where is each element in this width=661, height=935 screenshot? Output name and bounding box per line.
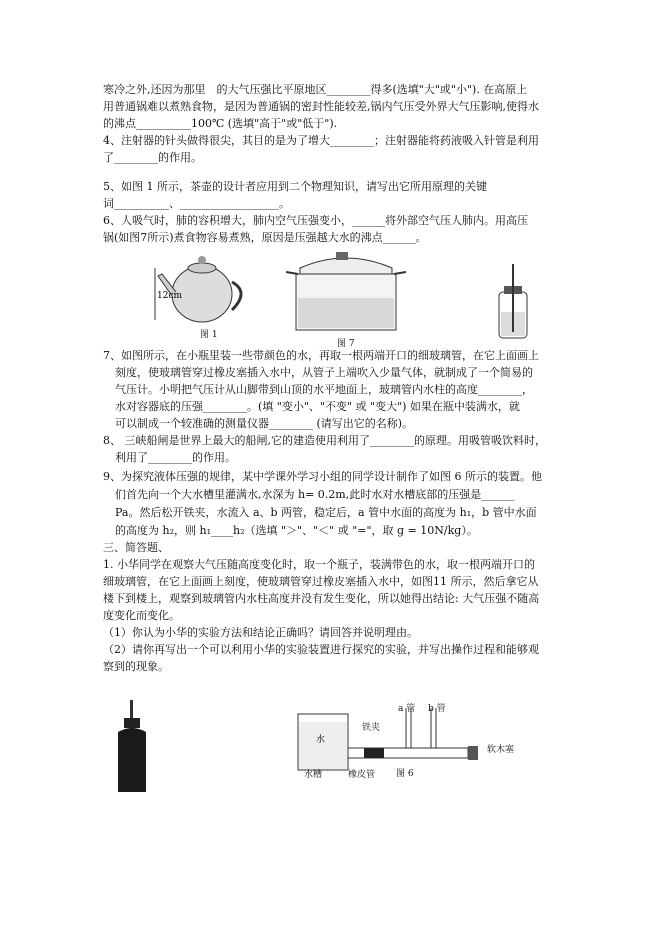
text-line: 了________的作用。: [103, 151, 202, 164]
text-line: 楼下到楼上，观察到玻璃管内水柱高度并没有发生变化，所以她得出结论: 大气压强不随高: [103, 592, 540, 605]
label-clamp: 铁夹: [362, 723, 381, 733]
teapot-figure: [150, 248, 255, 338]
water-label: 水: [316, 735, 326, 745]
fig1-caption: 图 1: [200, 330, 218, 340]
text-line: 1. 小华同学在观察大气压随高度变化时，取一个瓶子，装满带色的水，取一根两端开口的: [103, 558, 535, 571]
text-line: 可以制成一个较准确的测量仪器________ (请写出它的名称)。: [115, 417, 414, 430]
height-label: 12cm: [157, 291, 183, 301]
text-line: 词__________、__________________。: [103, 197, 290, 210]
text-line: （2）请你再写出一个可以利用小华的实验装置进行探究的实验，并写出操作过程和能够观: [103, 643, 539, 656]
text-line: 9、为探究液体压强的规律，某中学课外学习小组的同学设计制作了如图 6 所示的装置。他: [103, 470, 542, 483]
text-line: 察到的现象。: [103, 660, 169, 673]
label-tank: 水槽: [304, 770, 323, 780]
fig6-caption: 图 6: [396, 769, 414, 779]
text-line: 的高度为 h₂，则 h₁____h₂（选填 "＞"、"＜" 或 "="，取 g = 10N/kg）。: [115, 524, 478, 537]
label-rubber: 橡皮管: [348, 770, 376, 780]
text-line: 用普通锅难以煮熟食物，是因为普通锅的密封性能较差,锅内气压受外界大气压影响,使得水: [103, 100, 539, 113]
text-line: 刻度，使玻璃管穿过橡皮塞插入水中，从管子上端吹入少量气体，就制成了一个简易的: [115, 366, 533, 379]
barometer-bottle-figure: [493, 262, 533, 342]
text-line: 气压计。小明把气压计从山脚带到山顶的水平地面上，玻璃管内水柱的高度________，: [115, 383, 533, 396]
text-line: 4、注射器的针头做得很尖，其目的是为了增大________；注射器能将药液吸入针管是利用: [103, 134, 539, 147]
text-line: Pa。然后松开铁夹，水流入 a、b 两管，稳定后，a 管中水面的高度为 h₁，b 管中水面: [115, 506, 537, 519]
text-line: 度变化而变化。: [103, 609, 180, 622]
text-line: 锅(如图7所示)煮食物容易煮熟，原因是压强越大水的沸点______。: [103, 231, 427, 244]
label-b: b 管: [428, 704, 446, 714]
section-heading: 三、简答题、: [103, 541, 169, 554]
text-line: 7、如图所示，在小瓶里装一些带颜色的水，再取一根两端开口的细玻璃管，在它上面画上: [103, 349, 539, 362]
text-line: 细玻璃管，在它上面画上刻度，使玻璃管穿过橡皮塞插入水中，如图11 所示，然后拿它从: [103, 575, 539, 588]
label-cork: 软木塞: [487, 745, 515, 755]
text-line: （1）你认为小华的实验方法和结论正确吗？请回答并说明理由。: [103, 626, 418, 639]
fig7-caption: 图 7: [337, 339, 355, 349]
text-line: 6、人吸气时，肺的容积增大，肺内空气压强变小，______将外部空气压人肺内。用高压: [103, 214, 528, 227]
dark-bottle-figure: [110, 700, 155, 795]
text-line: 寒冷之外,还因为那里 的大气压强比平原地区________得多(选填"大"或"小"). 在高原上: [103, 83, 528, 96]
label-a: a 管: [398, 704, 416, 714]
pressure-cooker-figure: [286, 248, 406, 333]
text-line: 8、 三峡船闸是世界上最大的船闸,它的建造使用利用了________的原理。用吸管吸饮料时，: [103, 434, 546, 447]
text-line: 们首先向一个大水槽里灌满水,水深为 h= 0.2m,此时水对水槽底部的压强是______: [115, 488, 515, 501]
liquid-pressure-apparatus: [296, 708, 486, 776]
text-line: 的沸点__________100℃ (选填"高于"或"低于").: [103, 117, 338, 130]
text-line: 水对容器底的压强________。(填 "变小"、"不变" 或 "变大") 如果在瓶中装满水，就: [115, 400, 520, 413]
text-line: 5、如图 1 所示，茶壶的设计者应用到二个物理知识，请写出它所用原理的关键: [103, 180, 487, 193]
text-line: 利用了________的作用。: [115, 451, 236, 464]
